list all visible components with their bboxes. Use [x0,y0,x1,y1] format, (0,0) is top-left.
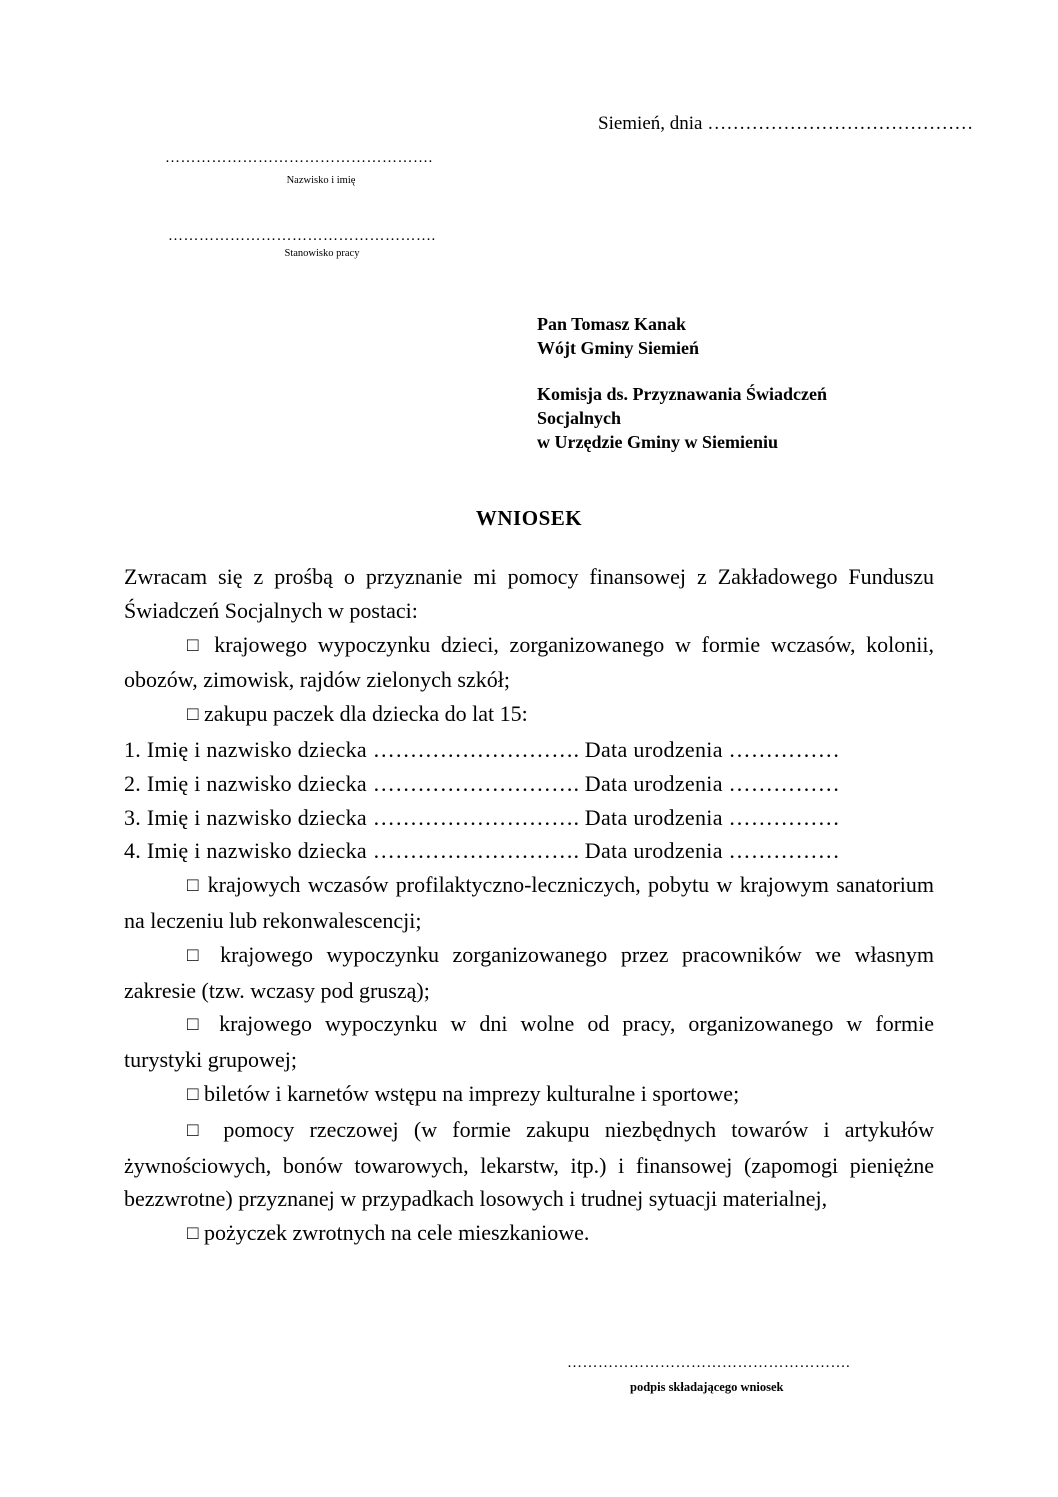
checkbox-icon[interactable]: □ [187,704,199,726]
checkbox-icon[interactable]: □ [187,1083,199,1105]
checkbox-icon[interactable]: □ [187,1223,199,1245]
option-label: krajowych wczasów profilaktyczno-leczniczych, pobytu w krajowym sanatorium na leczeniu lub rekonwalescencji; [124,872,935,933]
name-field[interactable]: ……………………………………………. [165,150,433,166]
option-group-tourism [124,1007,934,1077]
application-body [124,560,934,1252]
child-dob-field[interactable]: Data urodzenia …………… [584,804,841,830]
name-field-label: Nazwisko i imię [286,175,356,186]
option-label: pomocy rzeczowej (w formie zakupu niezbędnych towarów i artykułów żywnościowych, bonów towarowych, lekarstw, itp.) i finansowej (zapomogi pieniężne bezzwrotne) przyznanej w przypadkach losowych i trudnej sytuacji materialnej, [124,1116,934,1212]
option-tickets [124,1077,934,1113]
signature-label: podpis składającego wniosek [630,1380,784,1394]
addressee-block [537,312,699,360]
committee-line-3: w Urzędzie Gminy w Siemieniu [537,432,778,452]
child-row [124,834,934,868]
option-housing-loans [124,1216,934,1252]
checkbox-icon[interactable]: □ [187,875,201,897]
checkbox-icon[interactable]: □ [187,1014,207,1036]
child-name-field[interactable]: 3. Imię i nazwisko dziecka ………………………. [124,804,580,830]
signature-field[interactable]: ………………………………………………. [567,1355,851,1371]
option-self-organized-rest [124,938,934,1008]
child-name-field[interactable]: 2. Imię i nazwisko dziecka ………………………. [124,770,580,796]
position-field[interactable]: ……………………………………………. [168,228,436,244]
child-name-field[interactable]: 4. Imię i nazwisko dziecka ………………………. [124,838,580,864]
checkbox-icon[interactable]: □ [187,634,204,656]
option-label: pożyczek zwrotnych na cele mieszkaniowe. [203,1220,590,1246]
option-label: krajowego wypoczynku zorganizowanego przez pracowników we własnym zakresie (tzw. wczasy pod gruszą); [124,941,935,1003]
option-label: biletów i karnetów wstępu na imprezy kulturalne i sportowe; [203,1080,740,1106]
option-label: krajowego wypoczynku dzieci, zorganizowanego w formie wczasów, kolonii, obozów, zimowisk, rajdów zielonych szkół; [124,631,934,693]
committee-line-1: Komisja ds. Przyznawania Świadczeń [537,384,827,404]
addressee-name: Pan Tomasz Kanak [537,314,687,334]
intro-paragraph: Zwracam się z prośbą o przyznanie mi pomocy finansowej z Zakładowego Funduszu Świadczeń Socjalnych w postaci: [124,564,934,623]
child-dob-field[interactable]: Data urodzenia …………… [584,838,841,864]
child-row [124,801,934,835]
committee-line-2: Socjalnych [537,408,622,428]
child-row [124,767,934,801]
child-dob-field[interactable]: Data urodzenia …………… [584,736,841,762]
checkbox-icon[interactable]: □ [187,1119,209,1141]
option-health-stay [124,868,934,938]
addressee-title: Wójt Gminy Siemień [537,338,699,358]
child-row [124,733,934,767]
option-children-vacation [124,628,934,698]
place-date: Siemień, dnia …………………………………… [598,113,974,134]
child-name-field[interactable]: 1. Imię i nazwisko dziecka ………………………. [124,736,580,762]
option-gift-packages [124,697,934,733]
option-label: krajowego wypoczynku w dni wolne od pracy, organizowanego w formie turystyki grupowej; [124,1011,935,1073]
committee-block [537,382,827,454]
checkbox-icon[interactable]: □ [187,944,207,966]
option-label: zakupu paczek dla dziecka do lat 15: [203,701,528,727]
option-material-aid [124,1113,934,1216]
position-field-label: Stanowisko pracy [284,248,360,259]
document-title: WNIOSEK [475,506,583,530]
child-dob-field[interactable]: Data urodzenia …………… [584,770,841,796]
